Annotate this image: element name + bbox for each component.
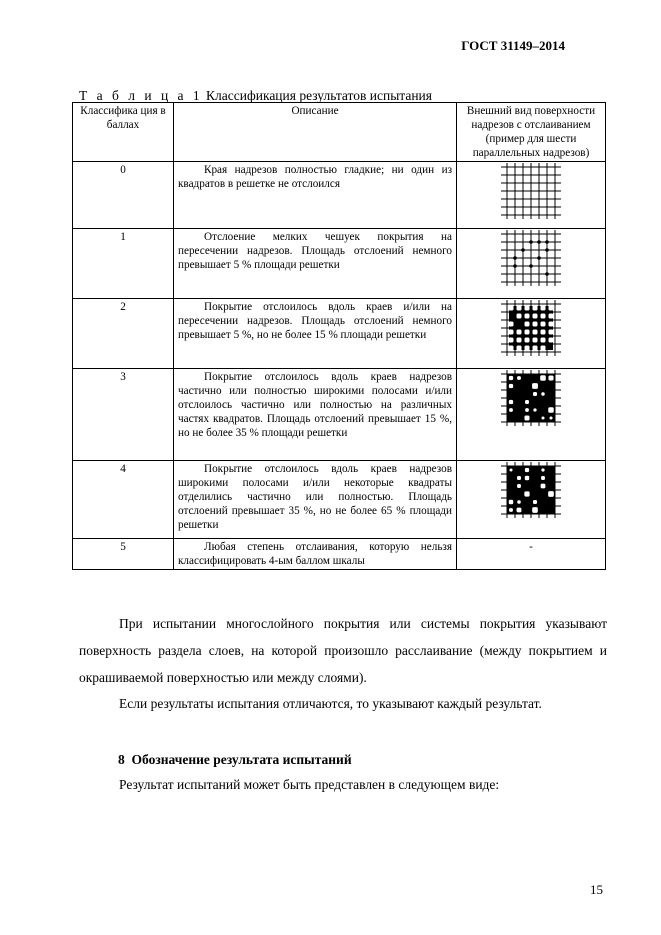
table-row (73, 162, 606, 229)
section-heading (118, 752, 352, 768)
appearance-cell (457, 162, 606, 229)
table-row (73, 299, 606, 369)
description-cell: Края надрезов полностью гладкие; ни один из квадратов в решетке не отслоился (174, 162, 457, 229)
section-title: Обозначение результата испытаний (131, 752, 352, 767)
description-cell: Покрытие отслоилось вдоль краев надрезов широкими полосами и/или некоторые квадраты отделились частично или полностью. Площадь отслоений превышает 35 %, но не более 65 % площади решетки (174, 461, 457, 539)
appearance-cell (457, 461, 606, 539)
grid-clean-image (498, 163, 564, 223)
description-cell: Покрытие отслоилось вдоль краев и/или на пересечении надрезов. Площадь отслоений немного превышает 5 %, но не более 15 % площади решетки (174, 299, 457, 369)
description-cell: Покрытие отслоилось вдоль краев надрезов частично или полностью широкими полосами и/или отслоилось частично или полностью на различных частях квадратов. Площадь отслоений превышает 15 %, но не более 35 % площади решетки (174, 369, 457, 461)
paragraph: Результат испытаний может быть представлен в следующем виде: (119, 777, 500, 792)
header-description: Описание (174, 103, 457, 162)
grid-strip-flaking-image (498, 370, 564, 430)
table-row (73, 369, 606, 461)
section-number: 8 (118, 752, 125, 767)
grid-edge-flaking-image (498, 300, 564, 360)
table-caption-title: Классификация результатов испытания (206, 88, 432, 103)
paragraph: Если результаты испытания отличаются, то указывают каждый результат. (119, 696, 542, 711)
appearance-cell (457, 299, 606, 369)
score-cell: 2 (73, 299, 174, 369)
score-cell: 4 (73, 461, 174, 539)
table-caption-label: Т а б л и ц а 1 (79, 88, 203, 103)
table-row (73, 539, 606, 570)
appearance-cell (457, 369, 606, 461)
header-appearance: Внешний вид поверхности надрезов с отслаиванием (пример для шести параллельных надрезов) (457, 103, 606, 162)
description-cell: Любая степень отслаивания, которую нельзя классифицировать 4-ым баллом шкалы (174, 539, 457, 570)
table-header-row (73, 103, 606, 162)
paragraph: При испытании многослойного покрытия или системы покрытия указывают поверхность раздела слоев, на которой произошло расслаивание (между покрытием и окрашиваемой поверхностью или между слоями). (79, 616, 607, 685)
score-cell: 5 (73, 539, 174, 570)
page-number: 15 (590, 882, 603, 897)
header-score: Классифика ция в баллах (73, 103, 174, 162)
grid-heavy-flaking-image (498, 462, 564, 522)
document-code: ГОСТ 31149–2014 (461, 38, 565, 53)
classification-table (72, 102, 606, 570)
table-row (73, 461, 606, 539)
appearance-cell: - (457, 539, 606, 570)
description-cell: Отслоение мелких чешуек покрытия на пересечении надрезов. Площадь отслоений немного превышает 5 % площади решетки (174, 229, 457, 299)
score-cell: 0 (73, 162, 174, 229)
appearance-cell (457, 229, 606, 299)
score-cell: 3 (73, 369, 174, 461)
grid-small-flakes-image (498, 230, 564, 290)
table-row (73, 229, 606, 299)
score-cell: 1 (73, 229, 174, 299)
